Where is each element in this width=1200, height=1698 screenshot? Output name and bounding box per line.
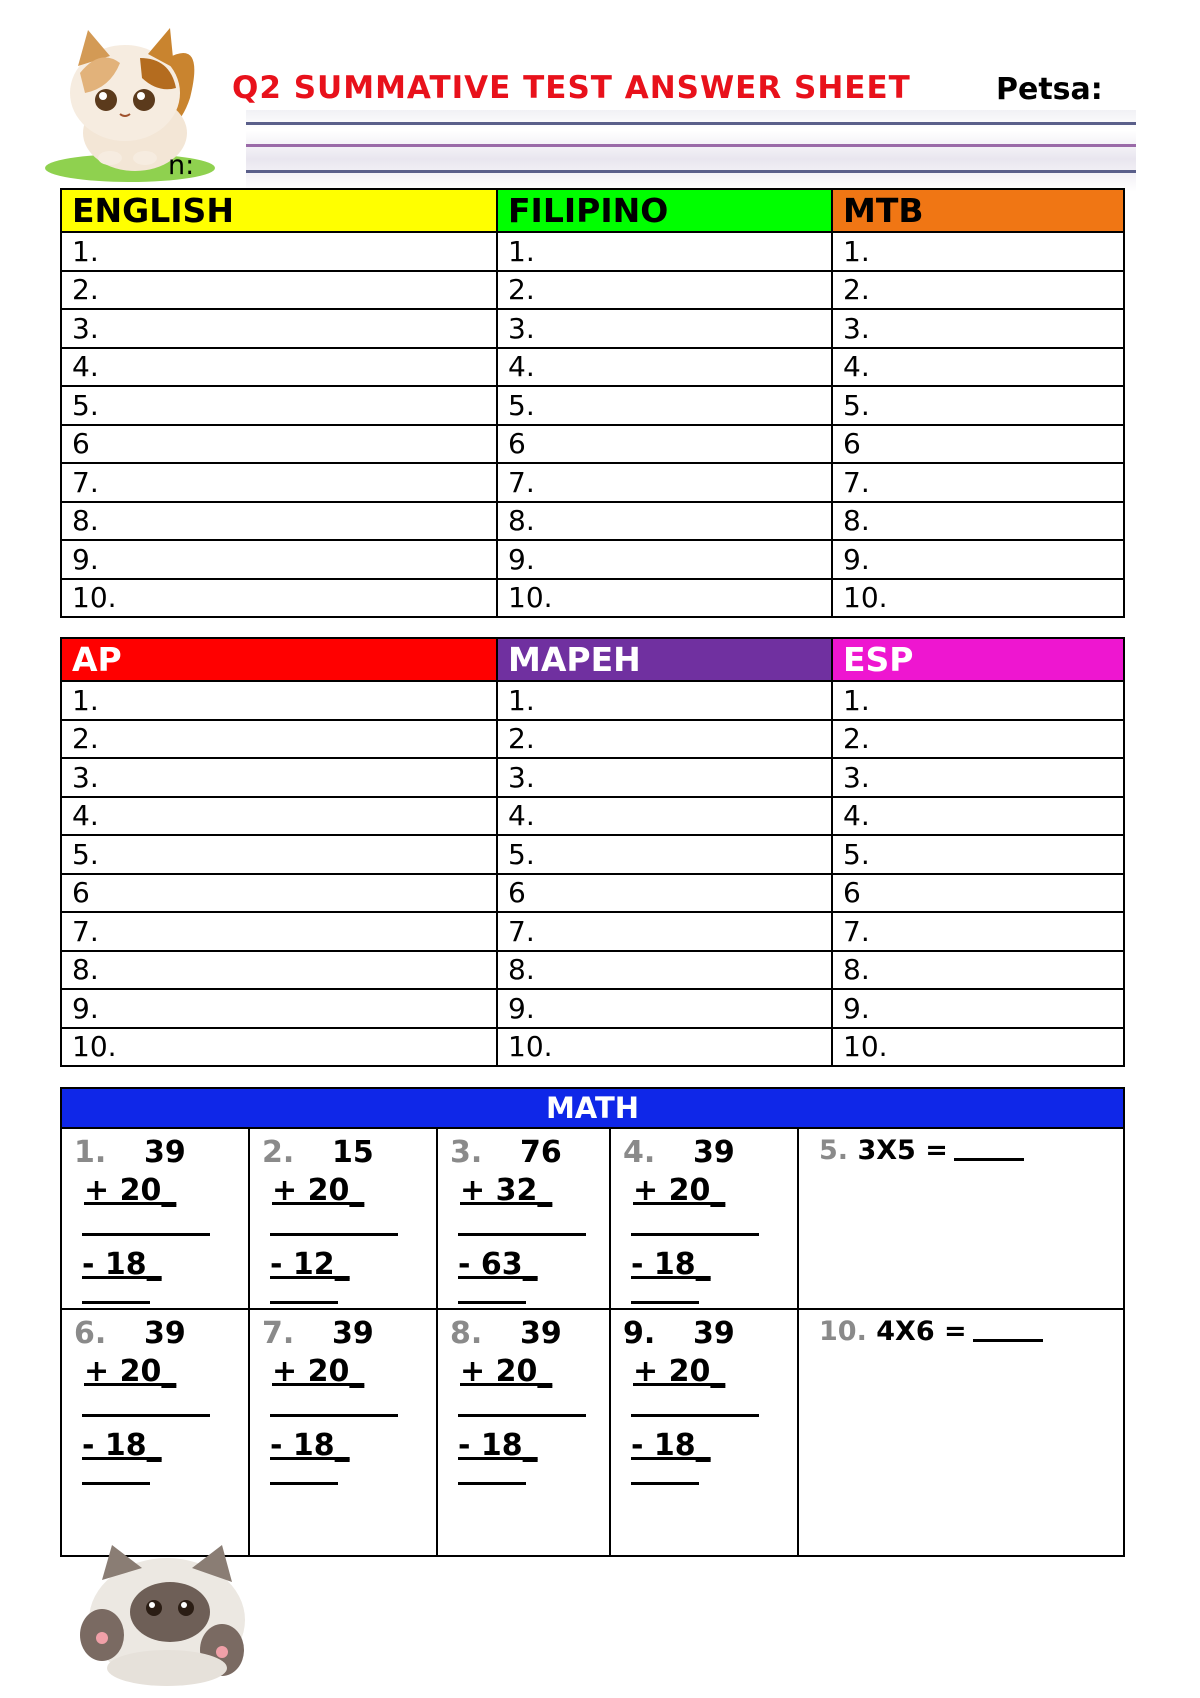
answer-cell-mtb[interactable]: 9. bbox=[832, 540, 1124, 579]
final-answer-line[interactable] bbox=[631, 1301, 699, 1304]
answer-row bbox=[61, 720, 1124, 759]
multiplication-problem bbox=[799, 1129, 1123, 1308]
addition-subtraction-problem bbox=[250, 1129, 436, 1308]
problem-number bbox=[623, 1135, 655, 1170]
name-label: n: bbox=[168, 150, 195, 181]
answer-row bbox=[61, 232, 1124, 271]
page-title: Q2 SUMMATIVE TEST ANSWER SHEET bbox=[232, 70, 911, 106]
problem-number-text: 2. bbox=[262, 1135, 295, 1170]
multiplication-expression: 4X6 = bbox=[876, 1316, 967, 1347]
problem-number-text: 8. bbox=[450, 1316, 483, 1351]
answer-cell-esp[interactable]: 1. bbox=[832, 681, 1124, 720]
answer-row bbox=[61, 348, 1124, 387]
answer-cell-english[interactable]: 4. bbox=[61, 348, 497, 387]
addition-subtraction-problem bbox=[62, 1310, 248, 1555]
problem-addend: + 20_ bbox=[272, 1354, 365, 1389]
answer-cell-mtb[interactable]: 8. bbox=[832, 502, 1124, 541]
final-answer-line[interactable] bbox=[458, 1482, 526, 1485]
problem-top-number: 39 bbox=[693, 1316, 735, 1351]
final-answer-line[interactable] bbox=[270, 1482, 338, 1485]
problem-number bbox=[74, 1316, 106, 1351]
answer-grid-top bbox=[60, 188, 1125, 618]
answer-cell-filipino[interactable]: 5. bbox=[497, 386, 832, 425]
answer-cell-mapeh[interactable]: 8. bbox=[497, 951, 832, 990]
problem-number bbox=[262, 1135, 294, 1170]
answer-cell-mapeh[interactable]: 4. bbox=[497, 797, 832, 836]
answer-cell-mtb[interactable]: 6 bbox=[832, 425, 1124, 464]
final-answer-line[interactable] bbox=[82, 1301, 150, 1304]
final-answer-line[interactable] bbox=[270, 1301, 338, 1304]
subject-header-ap: AP bbox=[61, 638, 497, 681]
subject-header-row bbox=[61, 638, 1124, 681]
answer-cell-english[interactable]: 7. bbox=[61, 463, 497, 502]
math-problem-cell[interactable] bbox=[249, 1128, 437, 1309]
answer-row bbox=[61, 758, 1124, 797]
math-problem-cell[interactable] bbox=[610, 1128, 798, 1309]
answer-cell-esp[interactable]: 10. bbox=[832, 1028, 1124, 1067]
math-problem-cell[interactable] bbox=[437, 1128, 610, 1309]
answer-cell-mtb[interactable]: 3. bbox=[832, 309, 1124, 348]
answer-cell-ap[interactable]: 10. bbox=[61, 1028, 497, 1067]
answer-line[interactable] bbox=[458, 1414, 586, 1417]
answer-cell-english[interactable]: 8. bbox=[61, 502, 497, 541]
answer-cell-esp[interactable]: 7. bbox=[832, 912, 1124, 951]
answer-line[interactable] bbox=[270, 1233, 398, 1236]
answer-cell-filipino[interactable]: 3. bbox=[497, 309, 832, 348]
answer-cell-mtb[interactable]: 7. bbox=[832, 463, 1124, 502]
problem-top-number: 76 bbox=[520, 1135, 562, 1170]
subject-header-mtb: MTB bbox=[832, 189, 1124, 232]
answer-line[interactable] bbox=[82, 1414, 210, 1417]
problem-subtrahend: - 18_ bbox=[82, 1428, 162, 1463]
problem-top-number: 39 bbox=[144, 1135, 186, 1170]
answer-blank[interactable] bbox=[973, 1339, 1043, 1342]
problem-number-text: 5. bbox=[819, 1135, 849, 1166]
answer-row bbox=[61, 797, 1124, 836]
answer-blank[interactable] bbox=[954, 1158, 1024, 1161]
problem-number bbox=[623, 1316, 655, 1351]
answer-cell-ap[interactable]: 8. bbox=[61, 951, 497, 990]
math-grid bbox=[60, 1087, 1125, 1557]
answer-cell-filipino[interactable]: 8. bbox=[497, 502, 832, 541]
answer-row bbox=[61, 309, 1124, 348]
math-problem-cell[interactable] bbox=[61, 1128, 249, 1309]
answer-cell-english[interactable]: 1. bbox=[61, 232, 497, 271]
answer-cell-mtb[interactable]: 5. bbox=[832, 386, 1124, 425]
answer-cell-filipino[interactable]: 9. bbox=[497, 540, 832, 579]
answer-cell-filipino[interactable]: 2. bbox=[497, 271, 832, 310]
problem-number-text: 9. bbox=[623, 1316, 656, 1351]
math-header: MATH bbox=[61, 1088, 1124, 1128]
multiplication-cell[interactable] bbox=[798, 1309, 1124, 1556]
answer-line[interactable] bbox=[82, 1233, 210, 1236]
problem-top-number: 15 bbox=[332, 1135, 374, 1170]
problem-number-text: 6. bbox=[74, 1316, 107, 1351]
multiplication-cell[interactable] bbox=[798, 1128, 1124, 1309]
final-answer-line[interactable] bbox=[458, 1301, 526, 1304]
answer-cell-mapeh[interactable]: 10. bbox=[497, 1028, 832, 1067]
problem-number bbox=[450, 1316, 482, 1351]
problem-number-text: 3. bbox=[450, 1135, 483, 1170]
answer-cell-english[interactable]: 5. bbox=[61, 386, 497, 425]
answer-row bbox=[61, 540, 1124, 579]
answer-cell-filipino[interactable]: 6 bbox=[497, 425, 832, 464]
problem-addend: + 32_ bbox=[460, 1173, 553, 1208]
answer-cell-mapeh[interactable]: 1. bbox=[497, 681, 832, 720]
math-problem-cell[interactable] bbox=[437, 1309, 610, 1556]
problem-subtrahend: - 63_ bbox=[458, 1247, 538, 1282]
problem-subtrahend: - 18_ bbox=[270, 1428, 350, 1463]
answer-cell-ap[interactable]: 3. bbox=[61, 758, 497, 797]
answer-row bbox=[61, 425, 1124, 464]
problem-number-text: 4. bbox=[623, 1135, 656, 1170]
answer-row bbox=[61, 502, 1124, 541]
addition-subtraction-problem bbox=[611, 1129, 797, 1308]
addition-subtraction-problem bbox=[62, 1129, 248, 1308]
answer-cell-mapeh[interactable]: 5. bbox=[497, 835, 832, 874]
answer-cell-ap[interactable]: 5. bbox=[61, 835, 497, 874]
answer-row bbox=[61, 681, 1124, 720]
answer-cell-esp[interactable]: 5. bbox=[832, 835, 1124, 874]
answer-cell-mtb[interactable]: 2. bbox=[832, 271, 1124, 310]
answer-grid-bottom bbox=[60, 637, 1125, 1067]
problem-number bbox=[74, 1135, 106, 1170]
problem-number-text: 7. bbox=[262, 1316, 295, 1351]
problem-top-number: 39 bbox=[332, 1316, 374, 1351]
answer-row bbox=[61, 874, 1124, 913]
answer-line[interactable] bbox=[631, 1233, 759, 1236]
answer-cell-mapeh[interactable]: 6 bbox=[497, 874, 832, 913]
answer-row bbox=[61, 912, 1124, 951]
answer-cell-filipino[interactable]: 4. bbox=[497, 348, 832, 387]
final-answer-line[interactable] bbox=[82, 1482, 150, 1485]
addition-subtraction-problem bbox=[611, 1310, 797, 1555]
subject-header-mapeh: MAPEH bbox=[497, 638, 832, 681]
answer-cell-english[interactable]: 2. bbox=[61, 271, 497, 310]
addition-subtraction-problem bbox=[250, 1310, 436, 1555]
problem-top-number: 39 bbox=[693, 1135, 735, 1170]
multiplication-expression: 3X5 = bbox=[857, 1135, 948, 1166]
final-answer-line[interactable] bbox=[631, 1482, 699, 1485]
answer-cell-mtb[interactable]: 4. bbox=[832, 348, 1124, 387]
answer-row bbox=[61, 951, 1124, 990]
problem-number bbox=[262, 1316, 294, 1351]
answer-cell-filipino[interactable]: 1. bbox=[497, 232, 832, 271]
answer-row bbox=[61, 271, 1124, 310]
answer-cell-filipino[interactable]: 10. bbox=[497, 579, 832, 618]
answer-cell-filipino[interactable]: 7. bbox=[497, 463, 832, 502]
math-problem-cell[interactable] bbox=[249, 1309, 437, 1556]
problem-subtrahend: - 18_ bbox=[631, 1247, 711, 1282]
answer-cell-ap[interactable]: 4. bbox=[61, 797, 497, 836]
answer-cell-mtb[interactable]: 10. bbox=[832, 579, 1124, 618]
problem-number-text: 1. bbox=[74, 1135, 107, 1170]
answer-cell-mapeh[interactable]: 3. bbox=[497, 758, 832, 797]
multiplication-problem bbox=[799, 1310, 1123, 1555]
math-problem-cell[interactable] bbox=[610, 1309, 798, 1556]
answer-cell-english[interactable]: 3. bbox=[61, 309, 497, 348]
problem-subtrahend: - 18_ bbox=[631, 1428, 711, 1463]
answer-cell-ap[interactable]: 6 bbox=[61, 874, 497, 913]
answer-row bbox=[61, 463, 1124, 502]
problem-subtrahend: - 18_ bbox=[458, 1428, 538, 1463]
addition-subtraction-problem bbox=[438, 1129, 609, 1308]
subject-header-row bbox=[61, 189, 1124, 232]
answer-row bbox=[61, 835, 1124, 874]
answer-cell-ap[interactable]: 9. bbox=[61, 989, 497, 1028]
problem-addend: + 20_ bbox=[633, 1354, 726, 1389]
problem-number bbox=[450, 1135, 482, 1170]
answer-cell-esp[interactable]: 3. bbox=[832, 758, 1124, 797]
kitten-illustration-bottom bbox=[72, 1540, 262, 1690]
answer-cell-mapeh[interactable]: 9. bbox=[497, 989, 832, 1028]
answer-cell-mapeh[interactable]: 2. bbox=[497, 720, 832, 759]
answer-cell-esp[interactable]: 4. bbox=[832, 797, 1124, 836]
answer-row bbox=[61, 1028, 1124, 1067]
math-problem-cell[interactable] bbox=[61, 1309, 249, 1556]
answer-cell-esp[interactable]: 6 bbox=[832, 874, 1124, 913]
name-field[interactable] bbox=[246, 110, 1136, 192]
answer-cell-english[interactable]: 9. bbox=[61, 540, 497, 579]
answer-cell-english[interactable]: 10. bbox=[61, 579, 497, 618]
answer-cell-esp[interactable]: 9. bbox=[832, 989, 1124, 1028]
problem-number-text: 10. bbox=[819, 1316, 867, 1347]
problem-subtrahend: - 18_ bbox=[82, 1247, 162, 1282]
answer-cell-ap[interactable]: 2. bbox=[61, 720, 497, 759]
problem-addend: + 20_ bbox=[84, 1173, 177, 1208]
answer-row bbox=[61, 386, 1124, 425]
answer-row bbox=[61, 989, 1124, 1028]
addition-subtraction-problem bbox=[438, 1310, 609, 1555]
answer-line[interactable] bbox=[270, 1414, 398, 1417]
problem-top-number: 39 bbox=[144, 1316, 186, 1351]
subject-header-filipino: FILIPINO bbox=[497, 189, 832, 232]
answer-cell-ap[interactable]: 1. bbox=[61, 681, 497, 720]
problem-top-number: 39 bbox=[520, 1316, 562, 1351]
subject-header-esp: ESP bbox=[832, 638, 1124, 681]
problem-addend: + 20_ bbox=[633, 1173, 726, 1208]
answer-line[interactable] bbox=[631, 1414, 759, 1417]
subject-header-english: ENGLISH bbox=[61, 189, 497, 232]
problem-addend: + 20_ bbox=[272, 1173, 365, 1208]
answer-cell-ap[interactable]: 7. bbox=[61, 912, 497, 951]
answer-row bbox=[61, 579, 1124, 618]
problem-addend: + 20_ bbox=[84, 1354, 177, 1389]
problem-addend: + 20_ bbox=[460, 1354, 553, 1389]
answer-cell-esp[interactable]: 2. bbox=[832, 720, 1124, 759]
answer-cell-mapeh[interactable]: 7. bbox=[497, 912, 832, 951]
answer-cell-esp[interactable]: 8. bbox=[832, 951, 1124, 990]
answer-cell-english[interactable]: 6 bbox=[61, 425, 497, 464]
problem-subtrahend: - 12_ bbox=[270, 1247, 350, 1282]
kitten-illustration-top bbox=[40, 18, 230, 188]
answer-line[interactable] bbox=[458, 1233, 586, 1236]
answer-cell-mtb[interactable]: 1. bbox=[832, 232, 1124, 271]
date-label: Petsa: bbox=[996, 72, 1103, 107]
